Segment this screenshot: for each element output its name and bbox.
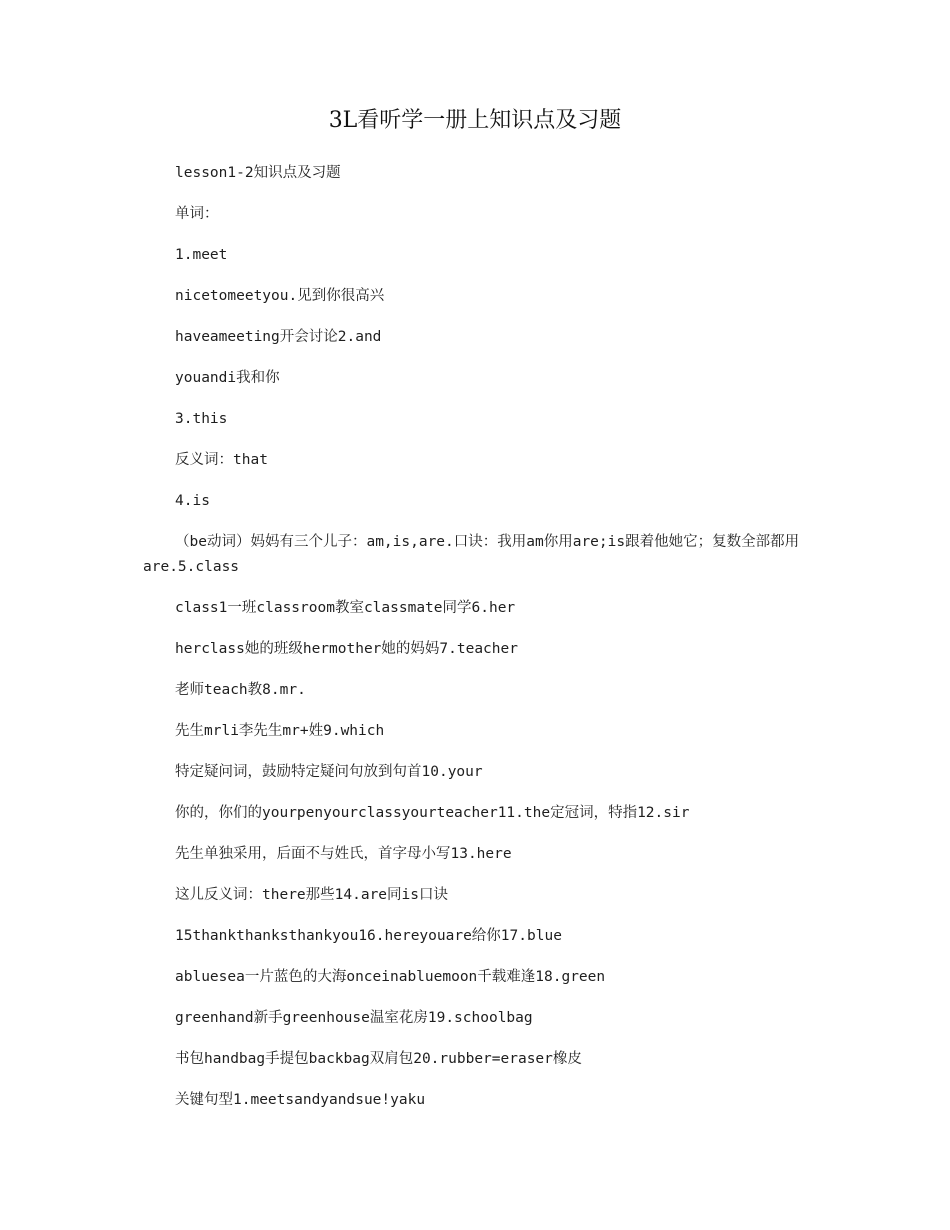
text-line: herclass她的班级hermother她的妈妈7.teacher — [175, 641, 518, 657]
text-line: 老师teach教8.mr. — [175, 682, 306, 698]
text-line: youandi我和你 — [175, 370, 280, 386]
text-line: 1.meet — [175, 247, 228, 263]
text-line: 这儿反义词：there那些14.are同is口诀 — [175, 887, 448, 903]
text-line: greenhand新手greenhouse温室花房19.schoolbag — [175, 1010, 533, 1026]
text-line: 反义词：that — [175, 452, 268, 468]
text-line: haveameeting开会讨论2.and — [175, 329, 382, 345]
text-paragraph: （be动词）妈妈有三个儿子：am,is,are.口诀：我用am你用are;is跟着他她它；复数全部都用are.5.class — [143, 534, 800, 575]
text-line: 单词： — [175, 206, 219, 222]
text-line: 特定疑问词，鼓励特定疑问句放到句首10.your — [175, 764, 483, 780]
text-line: abluesea一片蓝色的大海onceinabluemoon千载难逢18.green — [175, 969, 606, 985]
text-line: 4.is — [175, 493, 210, 509]
text-line: class1一班classroom教室classmate同学6.her — [175, 600, 516, 616]
document-title: 3L看听学一册上知识点及习题 — [328, 108, 622, 133]
text-line: 15thankthanksthankyou16.hereyouare给你17.blue — [175, 928, 562, 944]
text-line: 3.this — [175, 411, 228, 427]
text-line: nicetomeetyou.见到你很高兴 — [175, 288, 385, 304]
text-line: 关键句型1.meetsandyandsue!yaku — [175, 1092, 426, 1108]
text-line: lesson1-2知识点及习题 — [175, 165, 341, 181]
text-line: 你的，你们的yourpenyourclassyourteacher11.the定冠词，特指12.sir — [175, 805, 690, 821]
text-line: 书包handbag手提包backbag双肩包20.rubber=eraser橡皮 — [175, 1051, 582, 1067]
text-line: 先生单独采用，后面不与姓氏，首字母小写13.here — [175, 846, 512, 862]
text-line: 先生mrli李先生mr+姓9.which — [175, 723, 385, 739]
